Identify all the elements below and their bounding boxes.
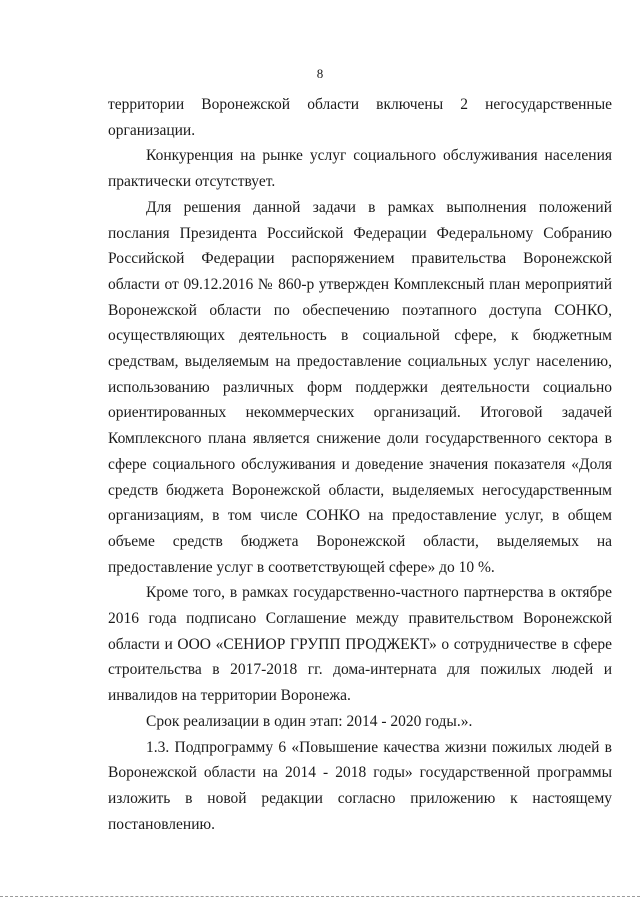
paragraph-continuation: территории Воронежской области включены 2 негосударственные организации.	[108, 96, 612, 139]
scan-edge-line	[0, 896, 640, 897]
page-number: 8	[316, 66, 324, 81]
paragraph-complex-plan: Для решения данной задачи в рамках выполнения положений послания Президента Российской Федерации Федеральному Собранию Российской Федерации распоряжением правительства Воронежской области от 09.12.2016 № 860-р утвержден Комплексный план мероприятий Воронежской области по обеспечению поэтапного доступа СОНКО, осуществляющих деятельность в социальной сфере, к бюджетным средствам, выделяемым на предоставление социальных услуг населению, использованию различных форм поддержки деятельности социально ориентированных некоммерческих организаций. Итоговой задачей Комплексного плана является снижение доли государственного сектора в сфере социального обслуживания и доведение значения показателя «Доля средств бюджета Воронежской области, выделяемых негосударственным организациям, в том числе СОНКО на предоставление услуг, в общем объеме средств бюджета Воронежской области, выделяемых на предоставление услуг в соответствующей сфере» до 10 %.	[108, 198, 612, 576]
paragraph-implementation-period: Срок реализации в один этап: 2014 - 2020 годы.».	[146, 712, 473, 730]
document-body	[108, 92, 612, 837]
paragraph-competition: Конкуренция на рынке услуг социального обслуживания населения практически отсутствует.	[108, 147, 612, 191]
paragraph-partnership: Кроме того, в рамках государственно-частного партнерства в октябре 2016 года подписано Соглашение между правительством Воронежской области и ООО «СЕНИОР ГРУПП ПРОДЖЕКТ» о сотрудничестве в сфере строительства в 2017-2018 гг. дома-интерната для пожилых людей и инвалидов на территории Воронежа.	[108, 584, 612, 705]
paragraph-item-1-3: 1.3. Подпрограмму 6 «Повышение качества жизни пожилых людей в Воронежской области на 2014 - 2018 годы» государственной программы изложить в новой редакции согласно приложению к настоящему постановлению.	[108, 738, 612, 833]
